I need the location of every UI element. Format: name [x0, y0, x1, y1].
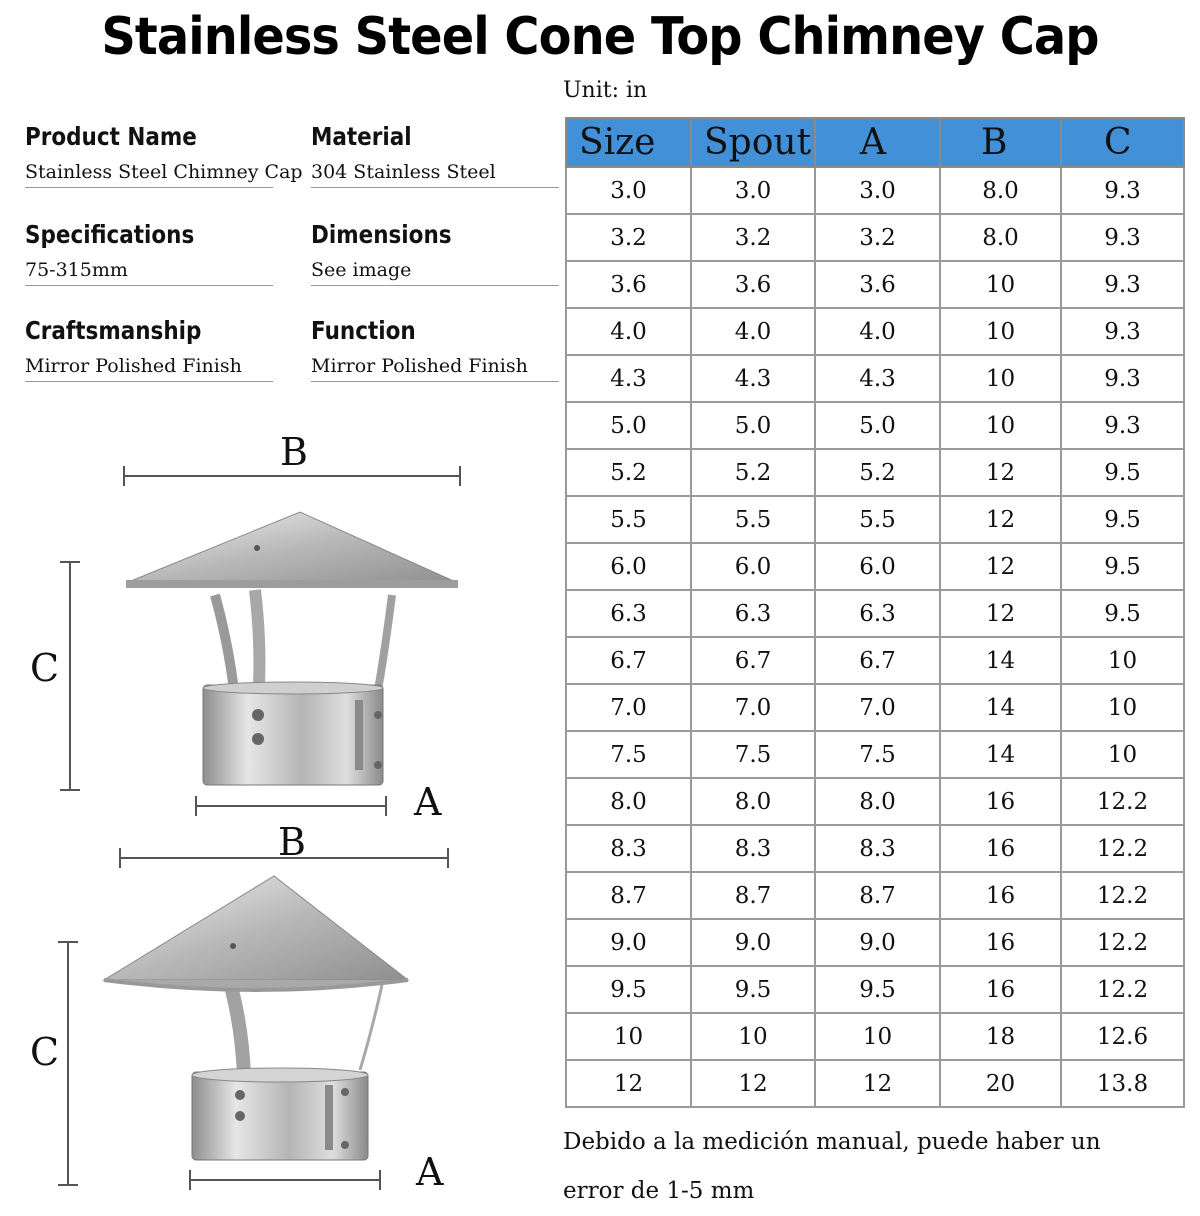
dimension-label-c: C	[30, 1030, 60, 1074]
table-cell: 8.0	[691, 778, 815, 825]
dimension-label-a: A	[416, 1150, 444, 1194]
table-cell: 6.0	[691, 543, 815, 590]
table-row	[566, 731, 1184, 778]
spec-label: Material	[311, 122, 412, 151]
table-cell: 7.0	[691, 684, 815, 731]
table-cell: 9.5	[1061, 543, 1184, 590]
dimension-label-c: C	[30, 646, 60, 690]
table-row	[566, 449, 1184, 496]
table-row	[566, 308, 1184, 355]
spec-label: Product Name	[25, 122, 197, 151]
table-cell: 16	[940, 872, 1061, 919]
spec-label: Dimensions	[311, 220, 452, 249]
header-b: B	[940, 118, 1061, 167]
header-spout: Spout	[691, 118, 815, 167]
table-cell: 8.7	[815, 872, 940, 919]
table-cell: 5.5	[815, 496, 940, 543]
table-cell: 4.3	[691, 355, 815, 402]
table-cell: 4.0	[815, 308, 940, 355]
table-cell: 5.2	[815, 449, 940, 496]
table-cell: 14	[940, 637, 1061, 684]
table-cell: 13.8	[1061, 1060, 1184, 1107]
header-c: C	[1061, 118, 1184, 167]
table-cell: 12.2	[1061, 778, 1184, 825]
table-cell: 14	[940, 684, 1061, 731]
table-cell: 9.5	[815, 966, 940, 1013]
table-cell: 9.3	[1061, 355, 1184, 402]
table-cell: 9.0	[815, 919, 940, 966]
table-cell: 6.7	[815, 637, 940, 684]
table-row	[566, 402, 1184, 449]
spec-label: Function	[311, 316, 416, 345]
table-cell: 3.6	[815, 261, 940, 308]
table-cell: 7.0	[815, 684, 940, 731]
dimension-label-a: A	[414, 780, 442, 824]
table-cell: 16	[940, 966, 1061, 1013]
spec-value: Mirror Polished Finish	[25, 355, 273, 382]
header-a: A	[815, 118, 940, 167]
table-cell: 9.5	[1061, 590, 1184, 637]
table-cell: 10	[815, 1013, 940, 1060]
table-cell: 14	[940, 731, 1061, 778]
table-cell: 3.2	[815, 214, 940, 261]
table-cell: 16	[940, 825, 1061, 872]
dimension-label-b: B	[280, 430, 308, 474]
table-cell: 12.2	[1061, 872, 1184, 919]
table-cell: 12	[940, 590, 1061, 637]
table-cell: 20	[940, 1060, 1061, 1107]
table-cell: 16	[940, 778, 1061, 825]
table-cell: 3.0	[815, 167, 940, 214]
table-row	[566, 919, 1184, 966]
chimney-cap-diagrams	[0, 0, 560, 1200]
spec-label: Specifications	[25, 220, 195, 249]
table-cell: 9.5	[566, 966, 691, 1013]
table-cell: 10	[1061, 731, 1184, 778]
table-cell: 12	[940, 449, 1061, 496]
table-cell: 4.0	[566, 308, 691, 355]
table-cell: 8.0	[940, 167, 1061, 214]
table-cell: 8.3	[691, 825, 815, 872]
table-cell: 8.0	[566, 778, 691, 825]
table-cell: 3.6	[566, 261, 691, 308]
dimension-label-b: B	[278, 820, 306, 864]
table-cell: 6.0	[566, 543, 691, 590]
table-cell: 12.2	[1061, 919, 1184, 966]
chimney-cap-illustration-bottom	[104, 876, 408, 1160]
table-cell: 10	[566, 1013, 691, 1060]
spec-value: 304 Stainless Steel	[311, 161, 559, 188]
table-cell: 3.6	[691, 261, 815, 308]
table-cell: 7.5	[815, 731, 940, 778]
table-cell: 5.5	[691, 496, 815, 543]
table-cell: 9.3	[1061, 402, 1184, 449]
table-row	[566, 543, 1184, 590]
table-cell: 12.2	[1061, 825, 1184, 872]
table-cell: 4.0	[691, 308, 815, 355]
table-cell: 4.3	[566, 355, 691, 402]
table-cell: 3.2	[691, 214, 815, 261]
table-cell: 10	[940, 308, 1061, 355]
table-row	[566, 355, 1184, 402]
table-cell: 18	[940, 1013, 1061, 1060]
table-cell: 9.3	[1061, 167, 1184, 214]
table-cell: 4.3	[815, 355, 940, 402]
table-cell: 9.0	[566, 919, 691, 966]
table-cell: 9.3	[1061, 261, 1184, 308]
table-cell: 5.5	[566, 496, 691, 543]
table-cell: 7.5	[566, 731, 691, 778]
table-cell: 6.7	[566, 637, 691, 684]
header-size: Size	[566, 118, 691, 167]
spec-label: Craftsmanship	[25, 316, 202, 345]
table-cell: 12	[566, 1060, 691, 1107]
table-cell: 3.0	[691, 167, 815, 214]
table-cell: 5.2	[691, 449, 815, 496]
spec-value: Stainless Steel Chimney Cap	[25, 161, 273, 188]
table-row	[566, 872, 1184, 919]
table-cell: 7.0	[566, 684, 691, 731]
table-row	[566, 684, 1184, 731]
table-row	[566, 966, 1184, 1013]
spec-value: 75-315mm	[25, 259, 273, 286]
table-cell: 10	[940, 402, 1061, 449]
table-cell: 9.3	[1061, 308, 1184, 355]
table-row	[566, 1013, 1184, 1060]
table-cell: 7.5	[691, 731, 815, 778]
table-row	[566, 261, 1184, 308]
table-cell: 12	[815, 1060, 940, 1107]
table-cell: 6.3	[566, 590, 691, 637]
table-cell: 10	[691, 1013, 815, 1060]
table-cell: 10	[940, 261, 1061, 308]
table-row	[566, 825, 1184, 872]
table-cell: 9.3	[1061, 214, 1184, 261]
size-table	[565, 117, 1185, 1108]
table-cell: 6.7	[691, 637, 815, 684]
table-cell: 9.5	[691, 966, 815, 1013]
spec-value: See image	[311, 259, 559, 286]
table-row	[566, 496, 1184, 543]
unit-label: Unit: in	[563, 78, 648, 103]
table-cell: 8.7	[691, 872, 815, 919]
table-cell: 3.0	[566, 167, 691, 214]
table-cell: 10	[940, 355, 1061, 402]
table-row	[566, 778, 1184, 825]
table-cell: 12.6	[1061, 1013, 1184, 1060]
table-cell: 12	[940, 543, 1061, 590]
table-cell: 8.0	[815, 778, 940, 825]
chimney-cap-illustration-top	[126, 512, 458, 785]
measurement-note: Debido a la medición manual, puede haber un error de 1-5 mm	[563, 1129, 1101, 1204]
table-cell: 8.3	[566, 825, 691, 872]
table-cell: 12	[940, 496, 1061, 543]
spec-value: Mirror Polished Finish	[311, 355, 559, 382]
table-cell: 5.0	[566, 402, 691, 449]
table-cell: 6.0	[815, 543, 940, 590]
table-row	[566, 214, 1184, 261]
table-cell: 6.3	[691, 590, 815, 637]
table-cell: 8.3	[815, 825, 940, 872]
table-row	[566, 637, 1184, 684]
table-cell: 9.0	[691, 919, 815, 966]
table-cell: 12	[691, 1060, 815, 1107]
page-title: Stainless Steel Cone Top Chimney Cap	[101, 7, 1099, 67]
table-row	[566, 1060, 1184, 1107]
table-cell: 5.0	[691, 402, 815, 449]
table-cell: 16	[940, 919, 1061, 966]
table-cell: 6.3	[815, 590, 940, 637]
table-cell: 9.5	[1061, 449, 1184, 496]
table-cell: 9.5	[1061, 496, 1184, 543]
table-cell: 10	[1061, 684, 1184, 731]
table-row	[566, 590, 1184, 637]
table-cell: 8.0	[940, 214, 1061, 261]
table-body	[566, 167, 1184, 1107]
table-cell: 5.0	[815, 402, 940, 449]
table-cell: 3.2	[566, 214, 691, 261]
table-row	[566, 167, 1184, 214]
table-cell: 5.2	[566, 449, 691, 496]
table-cell: 8.7	[566, 872, 691, 919]
table-cell: 10	[1061, 637, 1184, 684]
table-header-row	[566, 118, 1184, 167]
table-cell: 12.2	[1061, 966, 1184, 1013]
